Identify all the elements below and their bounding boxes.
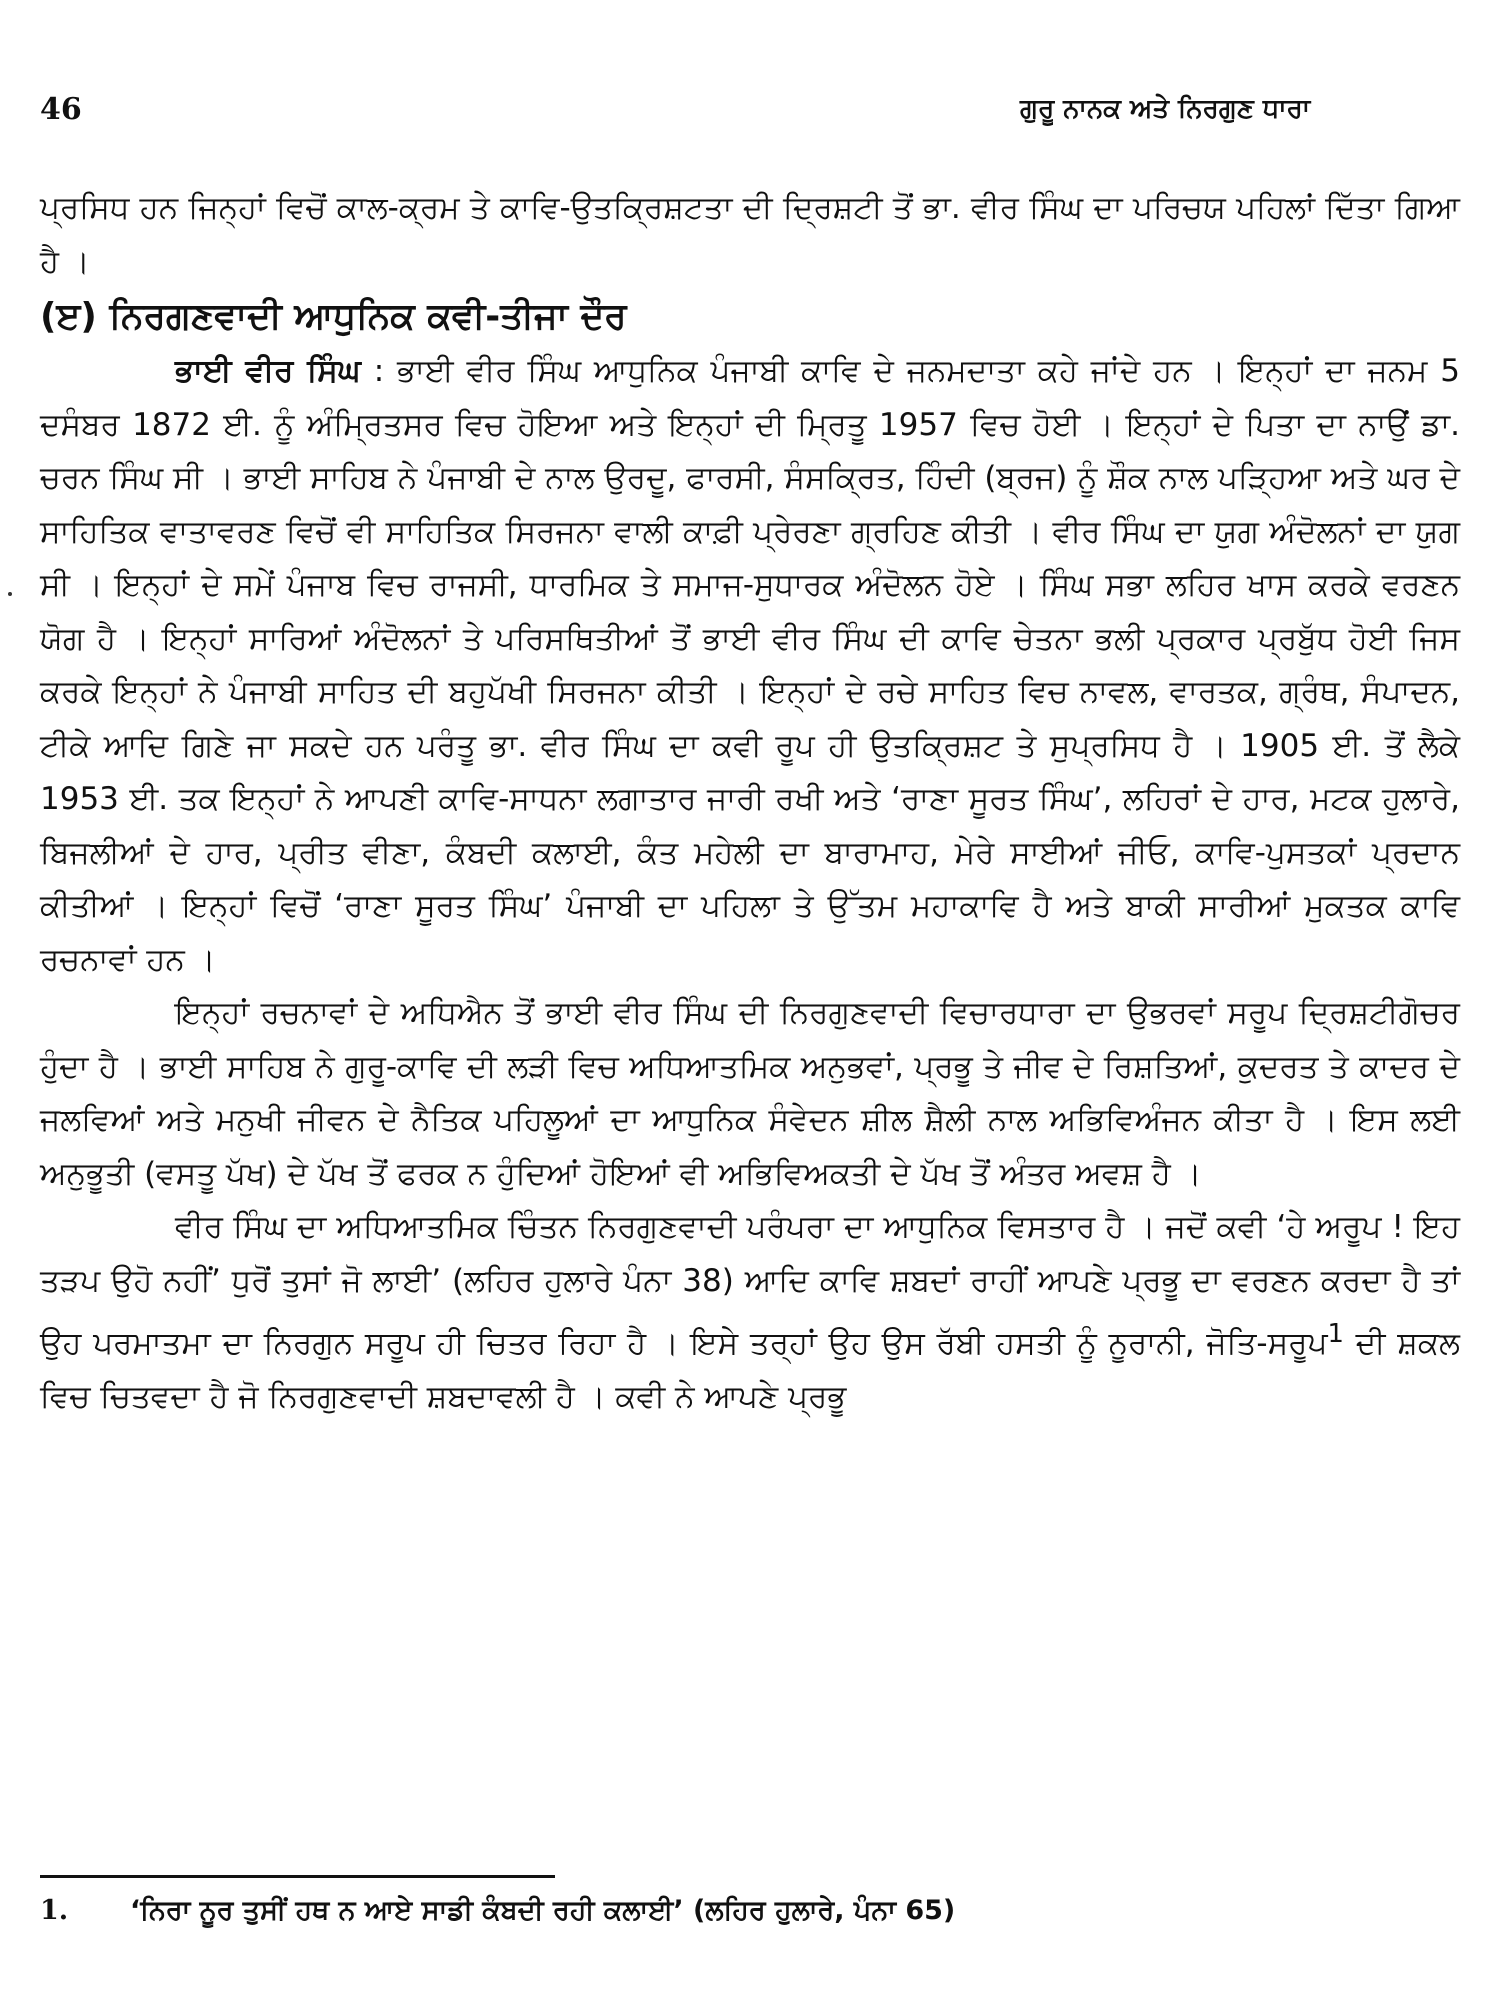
paragraph-body: ਵੀਰ ਸਿੰਘ ਦਾ ਅਧਿਆਤਮਿਕ ਚਿੰਤਨ ਨਿਰਗੁਣਵਾਦੀ ਪਰੰਪਰਾ ਦਾ ਆਧੁਨਿਕ ਵਿਸਤਾਰ ਹੈ । ਜਦੋਂ ਕਵੀ ‘ਹੇ ਅਰੂਪ ! ਇਹ ਤੜਪ ਉਹੋ ਨਹੀਂ’ ਧੁਰੋਂ ਤੁਸਾਂ ਜੋ ਲਾਈ’ (ਲਹਿਰ ਹੁਲਾਰੇ ਪੰਨਾ 38) ਆਦਿ ਕਾਵਿ ਸ਼ਬਦਾਂ ਰਾਹੀਂ ਆਪਣੇ ਪ੍ਰਭੂ ਦਾ ਵਰਣਨ ਕਰਦਾ ਹੈ ਤਾਂ ਉਹ ਪਰਮਾਤਮਾ ਦਾ ਨਿਰਗੁਨ ਸਰੂਪ ਹੀ ਚਿਤਰ ਰਿਹਾ ਹੈ । ਇਸੇ ਤਰ੍ਹਾਂ ਉਹ ਉਸ ਰੱਬੀ ਹਸਤੀ ਨੂੰ ਨੂਰਾਨੀ, ਜੋਤਿ-ਸਰੂਪ [40, 1209, 1460, 1362]
scan-speck [8, 592, 12, 596]
main-text [40, 182, 1460, 1424]
footnote-marker: 1. [40, 1895, 69, 1926]
footnote-text: ‘ਨਿਰਾ ਨੂਰ ਤੁਸੀਂ ਹਥ ਨ ਆਏ ਸਾਡੀ ਕੰਬਦੀ ਰਹੀ ਕਲਾਈ’ (ਲਹਿਰ ਹੁਲਾਰੇ, ਪੰਨਾ 65) [130, 1895, 956, 1926]
section-heading: (ੲ) ਨਿਰਗਣਵਾਦੀ ਆਧੁਨਿਕ ਕਵੀ-ਤੀਜਾ ਦੌਰ [40, 296, 627, 337]
paragraph-body: : ਭਾਈ ਵੀਰ ਸਿੰਘ ਆਧੁਨਿਕ ਪੰਜਾਬੀ ਕਾਵਿ ਦੇ ਜਨਮਦਾਤਾ ਕਹੇ ਜਾਂਦੇ ਹਨ । ਇਨ੍ਹਾਂ ਦਾ ਜਨਮ 5 ਦਸੰਬਰ 1872 ਈ. ਨੂੰ ਅੰਮ੍ਰਿਤਸਰ ਵਿਚ ਹੋਇਆ ਅਤੇ ਇਨ੍ਹਾਂ ਦੀ ਮ੍ਰਿਤੂ 1957 ਵਿਚ ਹੋਈ । ਇਨ੍ਹਾਂ ਦੇ ਪਿਤਾ ਦਾ ਨਾਉਂ ਡਾ. ਚਰਨ ਸਿੰਘ ਸੀ । ਭਾਈ ਸਾਹਿਬ ਨੇ ਪੰਜਾਬੀ ਦੇ ਨਾਲ ਉਰਦੂ, ਫਾਰਸੀ, ਸੰਸਕ੍ਰਿਤ, ਹਿੰਦੀ (ਬ੍ਰਜ) ਨੂੰ ਸ਼ੌਕ ਨਾਲ ਪੜ੍ਹਿਆ ਅਤੇ ਘਰ ਦੇ ਸਾਹਿਤਿਕ ਵਾਤਾਵਰਣ ਵਿਚੋਂ ਵੀ ਸਾਹਿਤਿਕ ਸਿਰਜਨਾ ਵਾਲੀ ਕਾਫ਼ੀ ਪ੍ਰੇਰਣਾ ਗ੍ਰਹਿਣ ਕੀਤੀ । ਵੀਰ ਸਿੰਘ ਦਾ ਯੁਗ ਅੰਦੋਲਨਾਂ ਦਾ ਯੁਗ ਸੀ । ਇਨ੍ਹਾਂ ਦੇ ਸਮੇਂ ਪੰਜਾਬ ਵਿਚ ਰਾਜਸੀ, ਧਾਰਮਿਕ ਤੇ ਸਮਾਜ-ਸੁਧਾਰਕ ਅੰਦੋਲਨ ਹੋਏ । ਸਿੰਘ ਸਭਾ ਲਹਿਰ ਖਾਸ ਕਰਕੇ ਵਰਣਨ ਯੋਗ ਹੈ । ਇਨ੍ਹਾਂ ਸਾਰਿਆਂ ਅੰਦੋਲਨਾਂ ਤੇ ਪਰਿਸਥਿਤੀਆਂ ਤੋਂ ਭਾਈ ਵੀਰ ਸਿੰਘ ਦੀ ਕਾਵਿ ਚੇਤਨਾ ਭਲੀ ਪ੍ਰਕਾਰ ਪ੍ਰਬੁੱਧ ਹੋਈ ਜਿਸ ਕਰਕੇ ਇਨ੍ਹਾਂ ਨੇ ਪੰਜਾਬੀ ਸਾਹਿਤ ਦੀ ਬਹੁਪੱਖੀ ਸਿਰਜਨਾ ਕੀਤੀ । ਇਨ੍ਹਾਂ ਦੇ ਰਚੇ ਸਾਹਿਤ ਵਿਚ ਨਾਵਲ, ਵਾਰਤਕ, ਗ੍ਰੰਥ, ਸੰਪਾਦਨ, ਟੀਕੇ ਆਦਿ ਗਿਣੇ ਜਾ ਸਕਦੇ ਹਨ ਪਰੰਤੂ ਭਾ. ਵੀਰ ਸਿੰਘ ਦਾ ਕਵੀ ਰੂਪ ਹੀ ਉਤਕ੍ਰਿਸ਼ਟ ਤੇ ਸੁਪ੍ਰਸਿਧ ਹੈ । 1905 ਈ. ਤੋਂ ਲੈਕੇ 1953 ਈ. ਤਕ ਇਨ੍ਹਾਂ ਨੇ ਆਪਣੀ ਕਾਵਿ-ਸਾਧਨਾ ਲਗਾਤਾਰ ਜਾਰੀ ਰਖੀ ਅਤੇ ‘ਰਾਣਾ ਸੂਰਤ ਸਿੰਘ’, ਲਹਿਰਾਂ ਦੇ ਹਾਰ, ਮਟਕ ਹੁਲਾਰੇ, ਬਿਜਲੀਆਂ ਦੇ ਹਾਰ, ਪ੍ਰੀਤ ਵੀਣਾ, ਕੰਬਦੀ ਕਲਾਈ, ਕੰਤ ਮਹੇਲੀ ਦਾ ਬਾਰਾਮਾਹ, ਮੇਰੇ ਸਾਈਆਂ ਜੀਓ, ਕਾਵਿ-ਪੁਸਤਕਾਂ ਪ੍ਰਦਾਨ ਕੀਤੀਆਂ । ਇਨ੍ਹਾਂ ਵਿਚੋਂ ‘ਰਾਣਾ ਸੂਰਤ ਸਿੰਘ’ ਪੰਜਾਬੀ ਦਾ ਪਹਿਲਾ ਤੇ ਉੱਤਮ ਮਹਾਕਾਵਿ ਹੈ ਅਤੇ ਬਾਕੀ ਸਾਰੀਆਂ ਮੁਕਤਕ ਕਾਵਿ ਰਚਨਾਵਾਂ ਹਨ । [40, 353, 1461, 978]
paragraph-bhai-vir-singh [40, 345, 1460, 987]
footnote-divider [40, 1875, 555, 1878]
paragraph-body-continued: ਦੀ ਸ਼ਕਲ ਵਿਚ ਚਿਤਵਦਾ ਹੈ ਜੋ ਨਿਰਗੁਣਵਾਦੀ ਸ਼ਬਦਾਵਲੀ ਹੈ । ਕਵੀ ਨੇ ਆਪਣੇ ਪ੍ਰਭੂ [40, 1325, 1460, 1415]
footnote [40, 1895, 1460, 1927]
paragraph-intro: ਪ੍ਰਸਿਧ ਹਨ ਜਿਨ੍ਹਾਂ ਵਿਚੋਂ ਕਾਲ-ਕ੍ਰਮ ਤੇ ਕਾਵਿ-ਉਤਕ੍ਰਿਸ਼ਟਤਾ ਦੀ ਦ੍ਰਿਸ਼ਟੀ ਤੋਂ ਭਾ. ਵੀਰ ਸਿੰਘ ਦਾ ਪਰਿਚਯ ਪਹਿਲਾਂ ਦਿੱਤਾ ਗਿਆ ਹੈ । [40, 190, 1460, 280]
paragraph-nirgun-ideology: ਇਨ੍ਹਾਂ ਰਚਨਾਵਾਂ ਦੇ ਅਧਿਐਨ ਤੋਂ ਭਾਈ ਵੀਰ ਸਿੰਘ ਦੀ ਨਿਰਗੁਣਵਾਦੀ ਵਿਚਾਰਧਾਰਾ ਦਾ ਉਭਰਵਾਂ ਸਰੂਪ ਦ੍ਰਿਸ਼ਟੀਗੋਚਰ ਹੁੰਦਾ ਹੈ । ਭਾਈ ਸਾਹਿਬ ਨੇ ਗੁਰੂ-ਕਾਵਿ ਦੀ ਲੜੀ ਵਿਚ ਅਧਿਆਤਮਿਕ ਅਨੁਭਵਾਂ, ਪ੍ਰਭੂ ਤੇ ਜੀਵ ਦੇ ਰਿਸ਼ਤਿਆਂ, ਕੁਦਰਤ ਤੇ ਕਾਦਰ ਦੇ ਜਲਵਿਆਂ ਅਤੇ ਮਨੁਖੀ ਜੀਵਨ ਦੇ ਨੈਤਿਕ ਪਹਿਲੂਆਂ ਦਾ ਆਧੁਨਿਕ ਸੰਵੇਦਨ ਸ਼ੀਲ ਸ਼ੈਲੀ ਨਾਲ ਅਭਿਵਿਅੰਜਨ ਕੀਤਾ ਹੈ । ਇਸ ਲਈ ਅਨੁਭੂਤੀ (ਵਸਤੂ ਪੱਖ) ਦੇ ਪੱਖ ਤੋਂ ਫਰਕ ਨ ਹੁੰਦਿਆਂ ਹੋਇਆਂ ਵੀ ਅਭਿਵਿਅਕਤੀ ਦੇ ਪੱਖ ਤੋਂ ਅੰਤਰ ਅਵਸ਼ ਹੈ । [40, 995, 1460, 1192]
paragraph-lead-name: ਭਾਈ ਵੀਰ ਸਿੰਘ [175, 353, 361, 389]
page-number: 46 [40, 92, 82, 127]
footnote-reference: 1 [1327, 1319, 1344, 1349]
paragraph-spiritual-thought [40, 1201, 1460, 1424]
running-header-title: ਗੁਰੂ ਨਾਨਕ ਅਤੇ ਨਿਰਗੁਣ ਧਾਰਾ [1020, 94, 1311, 124]
